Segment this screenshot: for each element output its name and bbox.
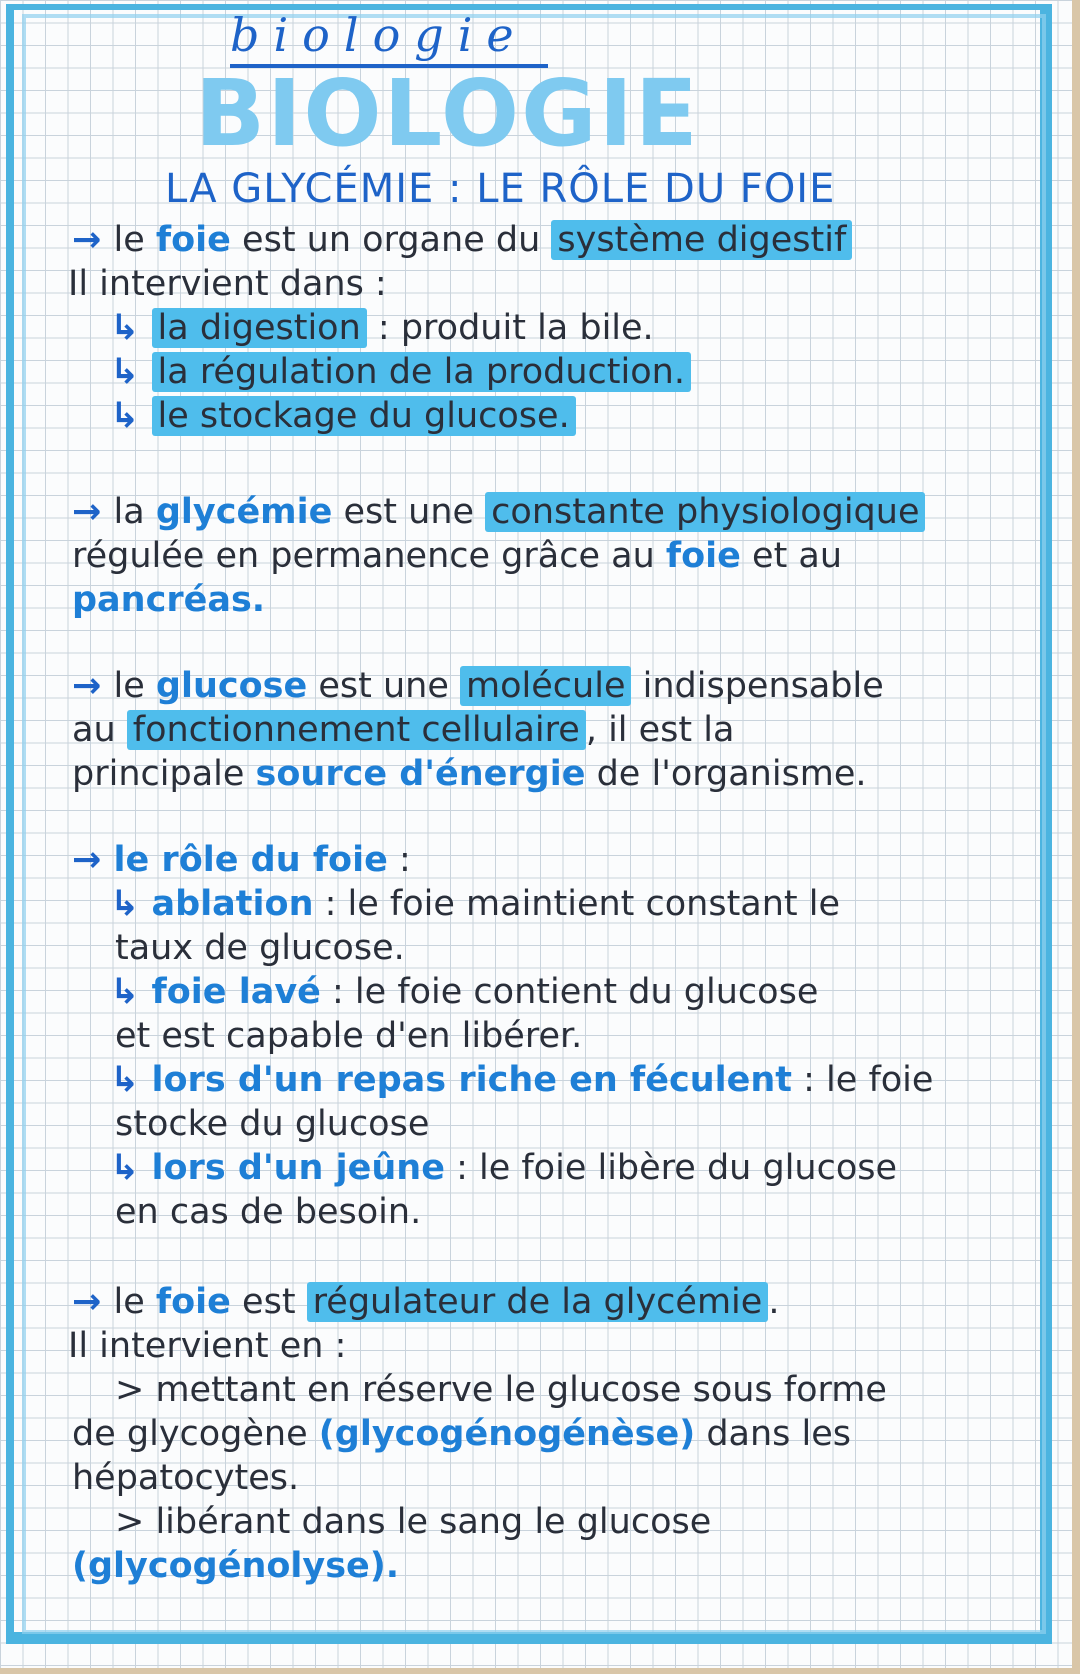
note-line <box>72 1456 299 1500</box>
keyword-text: ablation <box>151 884 314 924</box>
note-line <box>68 262 387 306</box>
note-text: de glycogène <box>72 1414 319 1454</box>
title-handwritten: biologie <box>230 10 548 68</box>
note-line <box>72 752 867 796</box>
note-line <box>110 970 818 1014</box>
note-line <box>115 1368 887 1412</box>
note-text: : <box>387 840 411 880</box>
note-text: : le foie maintient constant le <box>313 884 841 924</box>
arrow-icon: ↳ <box>110 1060 152 1100</box>
keyword-text: source d'énergie <box>255 754 586 794</box>
note-text: principale <box>72 754 256 794</box>
note-text: et est capable d'en libérer. <box>115 1016 583 1056</box>
arrow-icon: ↳ <box>110 352 152 392</box>
highlighted-text: molécule <box>460 666 631 706</box>
subtitle: LA GLYCÉMIE : LE RÔLE DU FOIE <box>165 166 836 212</box>
note-text: est <box>230 1282 307 1322</box>
highlighted-text: la régulation de la production. <box>152 352 691 392</box>
keyword-text: lors d'un repas riche en féculent <box>151 1060 793 1100</box>
note-text: est une <box>307 666 461 706</box>
note-text: : le foie libère du glucose <box>444 1148 898 1188</box>
keyword-text: (glycogénogénèse) <box>318 1414 696 1454</box>
keyword-text: foie lavé <box>151 972 321 1012</box>
note-text: est un organe du <box>230 220 552 260</box>
note-line <box>115 1014 582 1058</box>
note-line <box>72 838 411 882</box>
highlighted-text: régulateur de la glycémie <box>307 1282 769 1322</box>
keyword-text: pancréas. <box>72 580 266 620</box>
note-line <box>110 306 654 350</box>
note-text: : le foie contient du glucose <box>320 972 819 1012</box>
highlighted-text: la digestion <box>152 308 367 348</box>
note-text: le <box>113 220 156 260</box>
arrow-icon: ↳ <box>110 1148 152 1188</box>
note-line <box>115 926 405 970</box>
arrow-icon: ↳ <box>110 972 152 1012</box>
note-line <box>110 882 840 926</box>
arrow-icon: → <box>72 220 114 260</box>
note-line <box>72 1544 399 1588</box>
note-text: régulée en permanence grâce au <box>72 536 666 576</box>
note-line <box>72 1280 779 1324</box>
note-line <box>72 708 734 752</box>
note-text: la <box>113 492 156 532</box>
keyword-text: (glycogénolyse). <box>72 1546 400 1586</box>
keyword-text: glycémie <box>155 492 333 532</box>
note-text: stocke du glucose <box>115 1104 430 1144</box>
keyword-text: foie <box>665 536 741 576</box>
highlighted-text: le stockage du glucose. <box>152 396 576 436</box>
note-line <box>72 664 884 708</box>
note-text: > libérant dans le sang le glucose <box>115 1502 712 1542</box>
keyword-text: glucose <box>155 666 308 706</box>
note-line <box>72 1412 851 1456</box>
note-text: : produit la bile. <box>366 308 654 348</box>
arrow-icon: ↳ <box>110 396 152 436</box>
arrow-icon: ↳ <box>110 884 152 924</box>
note-text: le <box>113 666 156 706</box>
note-line <box>72 534 842 578</box>
note-text: , il est la <box>585 710 735 750</box>
note-text: : le foie <box>792 1060 934 1100</box>
note-line <box>72 218 852 262</box>
arrow-icon: ↳ <box>110 308 152 348</box>
note-text: indispensable <box>631 666 884 706</box>
note-line <box>72 578 265 622</box>
note-text: . <box>768 1282 780 1322</box>
note-line <box>115 1500 711 1544</box>
note-text: en cas de besoin. <box>115 1192 422 1232</box>
note-line <box>115 1190 421 1234</box>
arrow-icon: → <box>72 666 114 706</box>
arrow-icon: → <box>72 840 114 880</box>
note-text: au <box>72 710 127 750</box>
note-text: de l'organisme. <box>585 754 867 794</box>
note-line <box>110 350 691 394</box>
keyword-text: le rôle du foie <box>113 840 388 880</box>
note-line <box>68 1324 346 1368</box>
keyword-text: foie <box>155 220 231 260</box>
note-text: Il intervient en : <box>68 1326 347 1366</box>
note-line <box>72 490 925 534</box>
keyword-text: lors d'un jeûne <box>151 1148 445 1188</box>
arrow-icon: → <box>72 492 114 532</box>
note-text: et au <box>740 536 843 576</box>
note-text: le <box>113 1282 156 1322</box>
note-line <box>110 1058 933 1102</box>
note-text: dans les <box>695 1414 852 1454</box>
note-text: est une <box>332 492 486 532</box>
note-text: > mettant en réserve le glucose sous forme <box>115 1370 887 1410</box>
keyword-text: foie <box>155 1282 231 1322</box>
highlighted-text: fonctionnement cellulaire <box>127 710 586 750</box>
arrow-icon: → <box>72 1282 114 1322</box>
note-line <box>115 1102 429 1146</box>
highlighted-text: système digestif <box>551 220 852 260</box>
title-overlay: BIOLOGIE <box>195 60 700 167</box>
note-text: Il intervient dans : <box>68 264 387 304</box>
note-text: hépatocytes. <box>72 1458 300 1498</box>
note-line <box>110 394 576 438</box>
note-line <box>110 1146 897 1190</box>
note-text: taux de glucose. <box>115 928 405 968</box>
highlighted-text: constante physiologique <box>485 492 925 532</box>
